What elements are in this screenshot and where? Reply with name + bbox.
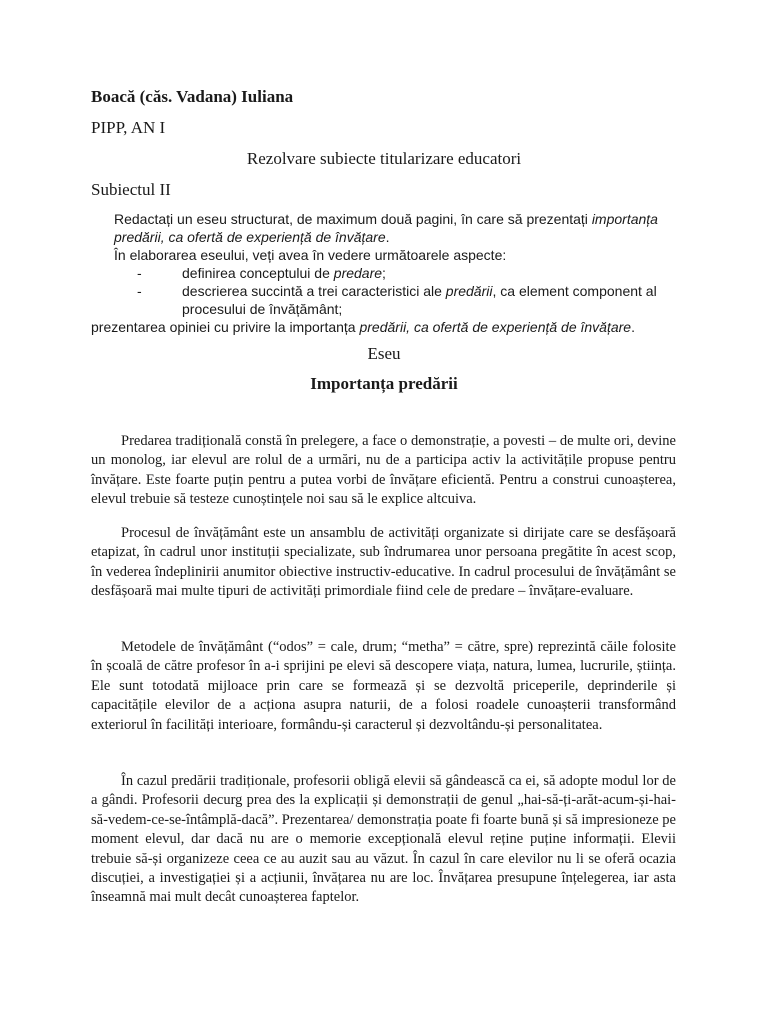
essay-paragraph-4: În cazul predării tradiționale, profesorii obligă elevii să gândească ca ei, să adopte modul lor de a gândi. Profesorii decurg prea des la explicații și demonstrații de genul „hai-să-ți-arăt-acum-și-hai-să-vedem-ce-se-întâmplă-dacă”. Prezentarea/ demonstrația poate fi foarte bună și să impresioneze pe moment elevul, dar dacă nu are o memorie excepțională elevul reține puține informații. Elevii trebuie să-și organizeze ceea ce au auzit sau au văzut. În cazul în care elevilor nu li se oferă ocazia discuției, a investigației și a acțiunii, învățarea nu are loc. Învățarea presupune înțelegerea, iar asta înseamnă mai mult decât cunoașterea faptelor. xyxy=(91,773,676,906)
task-item-definition: - definirea conceptului de predare; xyxy=(137,265,386,281)
essay-title: Importanța predării xyxy=(310,374,458,393)
essay-label: Eseu xyxy=(367,344,401,363)
essay-paragraph-3: Metodele de învățământ (“odos” = cale, drum; “metha” = către, spre) reprezintă căile folosite în școală de către profesor în a-i sprijini pe elevi să descopere viața, natura, lumea, lucrurile, știința. Ele sunt totodată mijloace prin care se formează și se dezvoltă priceperile, deprinderile și capacitățile elevilor de a acționa asupra naturii, de a folosi roadele cunoașterii transformând exteriorul în facilități interioare, formându-și caracterul și dezvoltându-și personalitatea. xyxy=(91,639,676,733)
essay-paragraph-1: Predarea tradițională constă în prelegere, a face o demonstrație, a povesti – de multe ori, devine un monolog, iar elevul are rolul de a urmări, nu de a participa activ la activitățile propuse pentru învățare. Este foarte puțin pentru a putea vorbi de învățare eficientă. Pentru a construi cunoașterea, elevul trebuie să testeze cunoștințele noi sau să le explice altcuiva. xyxy=(91,433,676,508)
program-line: PIPP, AN I xyxy=(91,118,166,137)
task-item-characteristics-cont: procesului de învățământ; xyxy=(182,301,343,317)
task-intro: Redactați un eseu structurat, de maximum două pagini, în care să prezentați importanța predării, ca ofertă de experiență de învățare. xyxy=(114,211,658,245)
task-aspects-intro: În elaborarea eseului, veți avea în vedere următoarele aspecte: xyxy=(114,247,507,263)
subject-heading: Subiectul II xyxy=(91,180,171,199)
author-name: Boacă (căs. Vadana) Iuliana xyxy=(91,87,294,106)
task-item-characteristics: - descrierea succintă a trei caracteristici ale predării, ca element component al xyxy=(137,283,657,299)
task-statement xyxy=(91,210,681,336)
essay-paragraph-2: Procesul de învățământ este un ansamblu de activități organizate si dirijate care se desfășoară etapizat, în cadrul unor instituții specializate, sub îndrumarea unor persoana pregătite în acest scop, în vederea îndeplinirii anumitor obiective instructiv-educative. In cadrul procesului de învățământ se desfășoară mai multe tipuri de activități primordiale fiind cele de predare – învățare-evaluare. xyxy=(91,525,676,600)
task-item-opinion: prezentarea opiniei cu privire la importanța predării, ca ofertă de experiență de învățare. xyxy=(91,319,635,335)
document-title: Rezolvare subiecte titularizare educatori xyxy=(246,149,522,168)
